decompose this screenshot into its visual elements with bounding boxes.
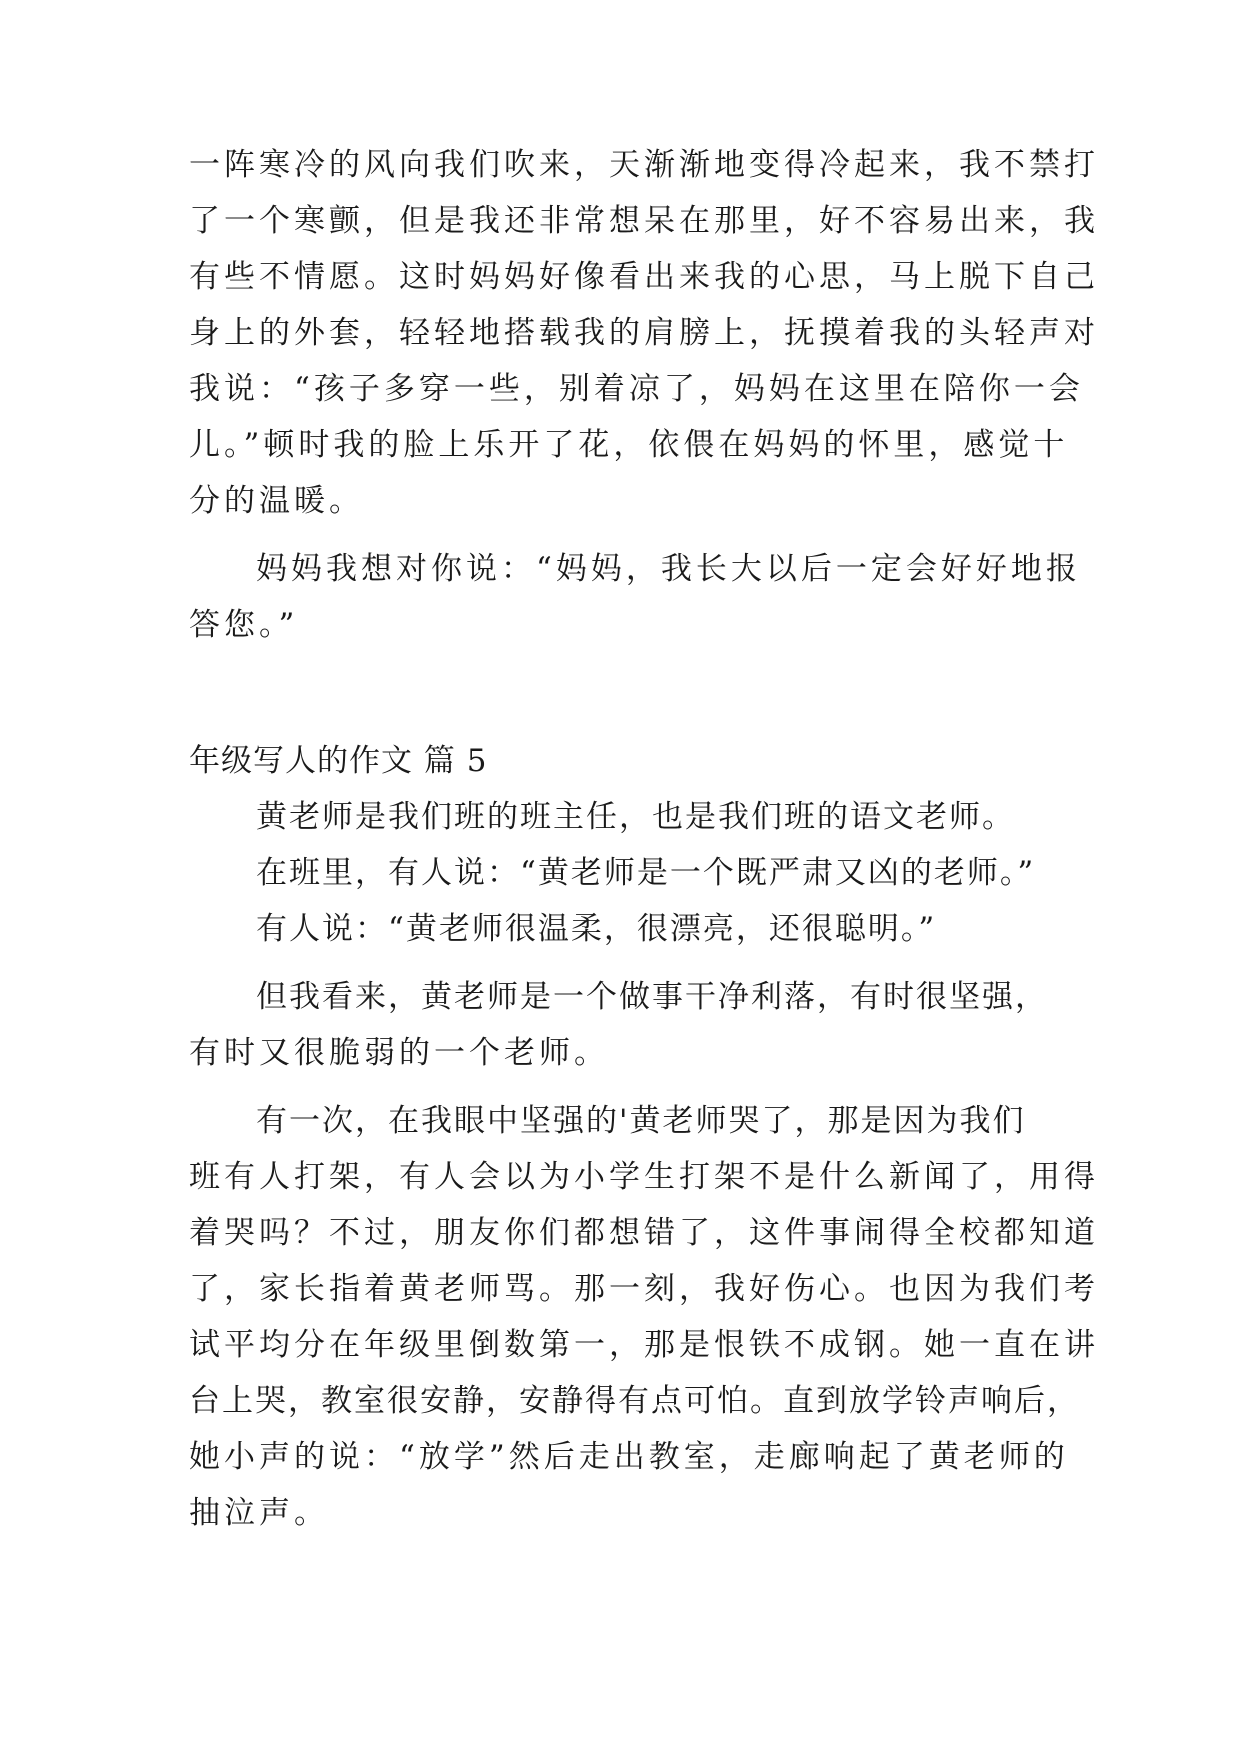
paragraph-line: 班有人打架，有人会以为小学生打架不是什么新闻了，用得 — [189, 1159, 1099, 1195]
paragraph-line: 黄老师是我们班的班主任，也是我们班的语文老师。 — [256, 799, 1015, 835]
paragraph-line: 在班里，有人说：“黄老师是一个既严肃又凶的老师。” — [256, 855, 1036, 891]
paragraph-line: 妈妈我想对你说：“妈妈，我长大以后一定会好好地报 — [256, 551, 1081, 587]
paragraph-line: 答您。” — [189, 607, 299, 643]
section-heading: 年级写人的作文 篇 5 — [189, 743, 488, 779]
paragraph-line: 试平均分在年级里倒数第一，那是恨铁不成钢。她一直在讲 — [189, 1327, 1099, 1363]
paragraph-line: 我说：“孩子多穿一些，别着凉了，妈妈在这里在陪你一会 — [189, 371, 1084, 407]
paragraph-line: 有一次，在我眼中坚强的'黄老师哭了，那是因为我们 — [256, 1103, 1026, 1139]
paragraph-line: 抽泣声。 — [189, 1495, 329, 1531]
paragraph-line: 但我看来，黄老师是一个做事干净利落，有时很坚强， — [256, 979, 1048, 1015]
paragraph-line: 儿。”顿时我的脸上乐开了花，依偎在妈妈的怀里，感觉十 — [189, 427, 1069, 463]
paragraph-line: 分的温暖。 — [189, 483, 364, 519]
paragraph-line: 身上的外套，轻轻地搭载我的肩膀上，抚摸着我的头轻声对 — [189, 315, 1099, 351]
paragraph-line: 她小声的说：“放学”然后走出教室，走廊响起了黄老师的 — [189, 1439, 1069, 1475]
paragraph-line: 有人说：“黄老师很温柔，很漂亮，还很聪明。” — [256, 911, 937, 947]
paragraph-line: 了一个寒颤，但是我还非常想呆在那里，好不容易出来，我 — [189, 203, 1099, 239]
paragraph-line: 一阵寒冷的风向我们吹来，天渐渐地变得冷起来，我不禁打 — [189, 147, 1099, 183]
paragraph-line: 台上哭，教室很安静，安静得有点可怕。直到放学铃声响后， — [189, 1383, 1080, 1419]
paragraph-line: 着哭吗？不过，朋友你们都想错了，这件事闹得全校都知道 — [189, 1215, 1099, 1251]
paragraph-line: 了，家长指着黄老师骂。那一刻，我好伤心。也因为我们考 — [189, 1271, 1099, 1307]
paragraph-line: 有时又很脆弱的一个老师。 — [189, 1035, 609, 1071]
paragraph-line: 有些不情愿。这时妈妈好像看出来我的心思，马上脱下自己 — [189, 259, 1099, 295]
